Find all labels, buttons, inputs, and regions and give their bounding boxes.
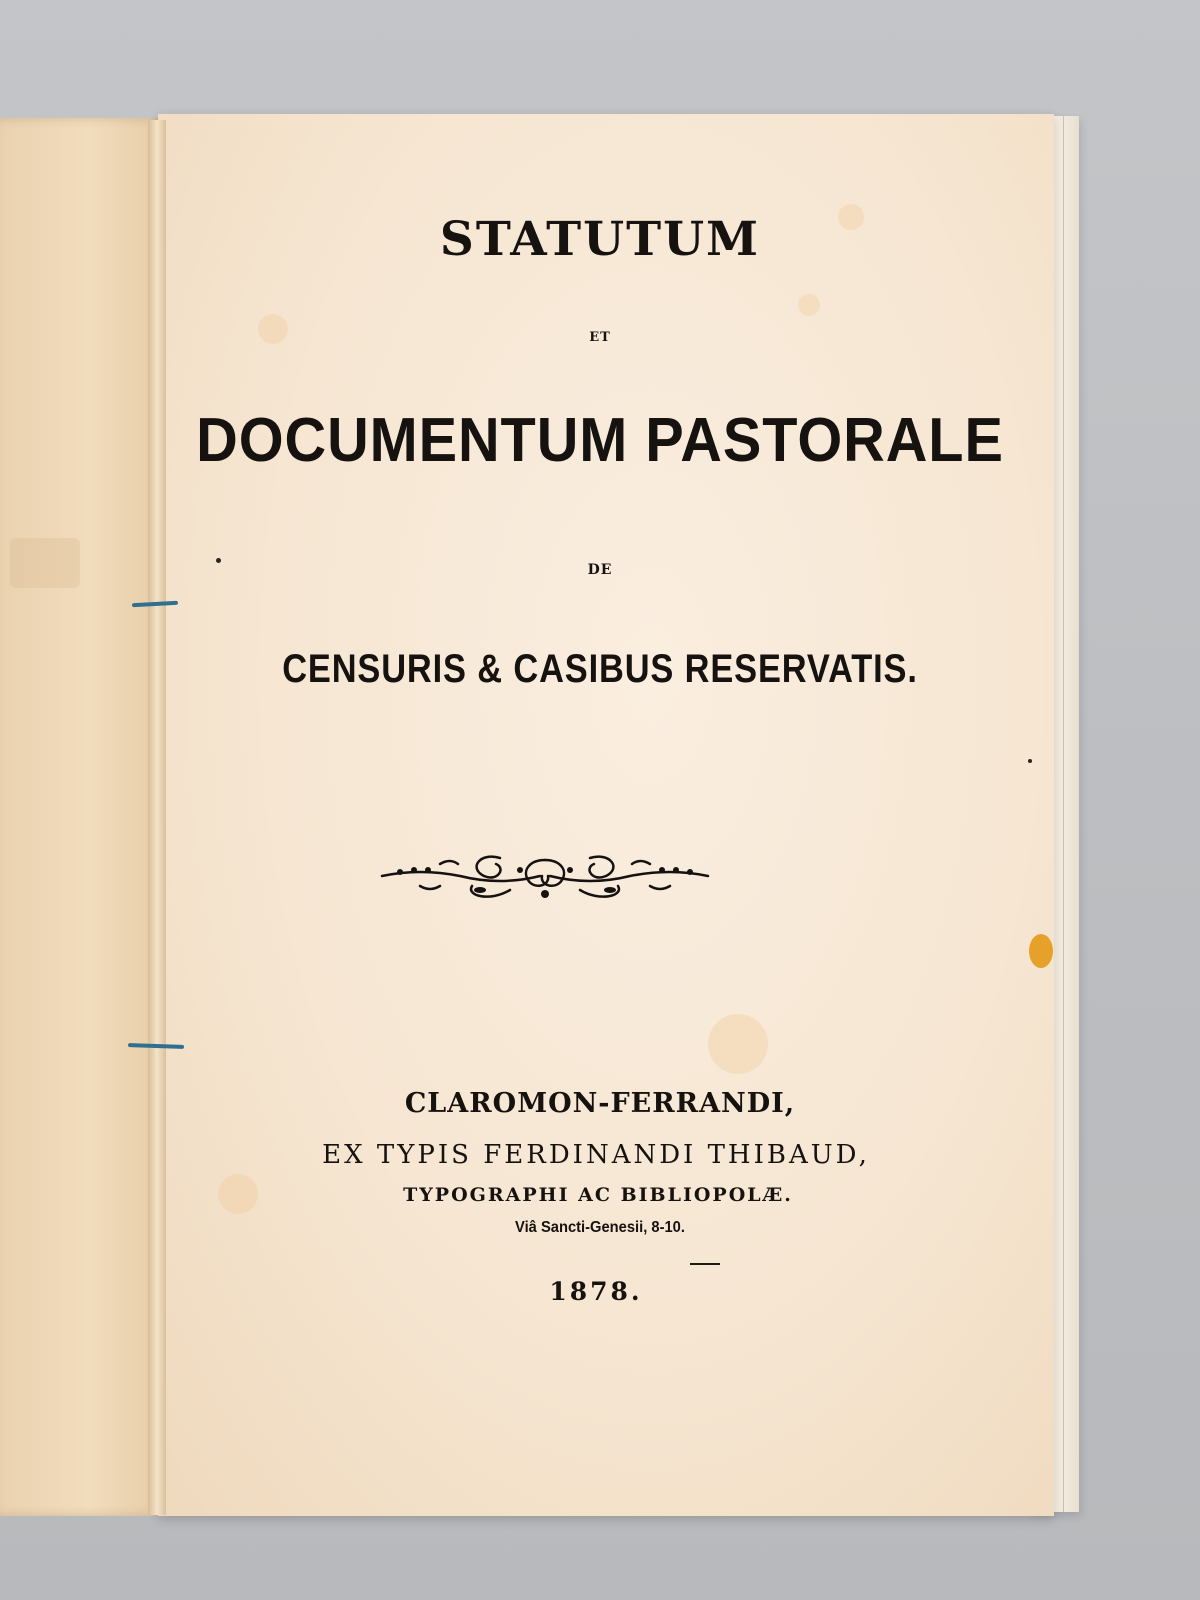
conjunction-label: ET <box>589 330 611 345</box>
main-title: DOCUMENTUM PASTORALE <box>196 406 1004 475</box>
bleed-through-mark <box>10 538 80 588</box>
edge-line <box>1063 116 1064 1512</box>
floral-scroll-ornament-icon <box>380 846 710 906</box>
imprint-city: CLAROMON-FERRANDI, <box>404 1088 796 1119</box>
foxing-spot <box>708 1014 768 1074</box>
page-title: STATUTUM <box>439 212 761 267</box>
subtitle: CENSURIS & CASIBUS RESERVATIS. <box>282 647 918 691</box>
imprint-printer: EX TYPIS FERDINANDI THIBAUD, <box>322 1140 870 1170</box>
title-page <box>158 114 1054 1516</box>
book-gutter <box>148 120 166 1515</box>
imprint-profession: TYPOGRAPHI AC BIBLIOPOLÆ. <box>403 1184 793 1206</box>
publication-year: 1878. <box>549 1277 643 1306</box>
imprint-address: Viâ Sancti-Genesii, 8-10. <box>515 1219 685 1236</box>
left-inside-cover <box>0 118 162 1516</box>
ink-speck <box>1028 759 1032 763</box>
divider-rule <box>690 1263 720 1265</box>
foxing-spot <box>798 294 820 316</box>
ink-speck <box>216 558 221 563</box>
preposition-label: DE <box>587 562 613 578</box>
page-marker-dot <box>1029 934 1053 968</box>
